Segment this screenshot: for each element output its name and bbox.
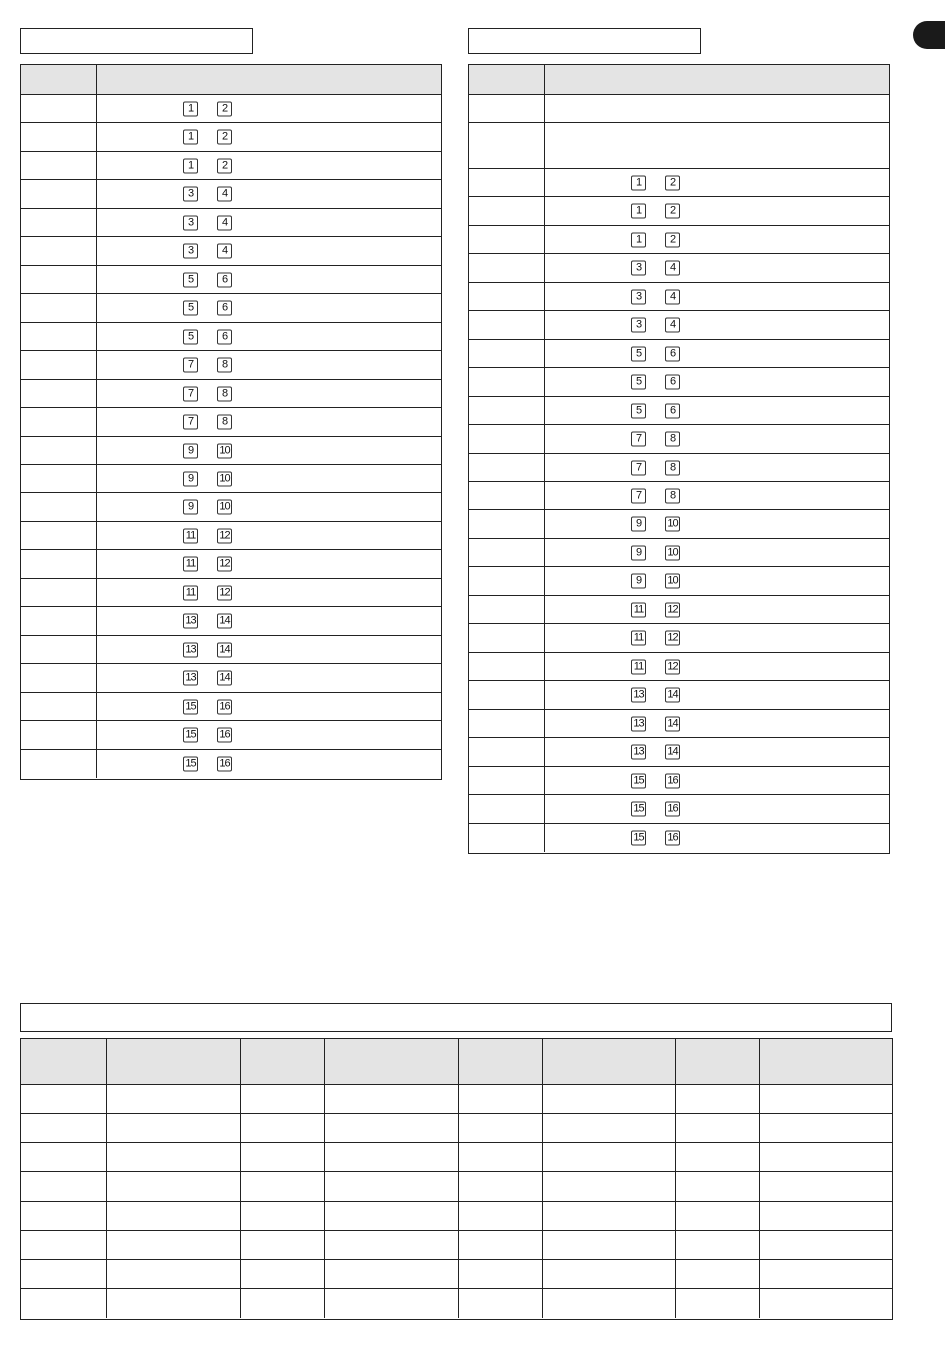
bottom-grid-table: [20, 1038, 893, 1320]
left-table-header: [21, 65, 441, 95]
key-number-a: 15: [631, 831, 646, 846]
key-number-b: 16: [665, 773, 680, 788]
table-row: [21, 664, 441, 693]
key-number-b: 2: [217, 158, 232, 173]
key-number-a: 5: [631, 403, 646, 418]
key-number-b: 4: [217, 244, 232, 259]
table-row: [21, 1202, 892, 1231]
key-number-b: 14: [217, 642, 232, 657]
key-number-a: 7: [183, 415, 198, 430]
key-number-b: 6: [665, 375, 680, 390]
key-number-b: 4: [665, 261, 680, 276]
key-number-b: 8: [665, 460, 680, 475]
key-number-a: 3: [631, 261, 646, 276]
key-number-a: 3: [631, 289, 646, 304]
table-row: [469, 454, 889, 482]
table-row: [21, 123, 441, 152]
key-number-b: 4: [665, 318, 680, 333]
key-number-a: 9: [183, 443, 198, 458]
table-row: [21, 1260, 892, 1289]
key-number-b: 16: [665, 831, 680, 846]
key-number-b: 6: [217, 329, 232, 344]
table-row: [469, 824, 889, 852]
key-number-b: 4: [665, 289, 680, 304]
table-row: [21, 437, 441, 465]
key-number-a: 11: [183, 528, 198, 543]
key-number-a: 5: [183, 272, 198, 287]
table-row: [21, 408, 441, 437]
table-row: [21, 1114, 892, 1143]
key-number-b: 8: [665, 488, 680, 503]
table-row: [21, 693, 441, 721]
key-number-b: 12: [665, 602, 680, 617]
table-row: [469, 368, 889, 397]
key-number-b: 2: [665, 175, 680, 190]
table-row: [469, 95, 889, 123]
table-row: [469, 340, 889, 368]
key-number-b: 14: [665, 716, 680, 731]
key-number-a: 9: [631, 545, 646, 560]
table-row: [21, 750, 441, 778]
key-number-b: 12: [217, 585, 232, 600]
key-number-a: 13: [183, 671, 198, 686]
key-number-b: 12: [665, 659, 680, 674]
key-number-b: 14: [665, 688, 680, 703]
bottom-table-header: [21, 1039, 892, 1085]
key-number-a: 1: [631, 204, 646, 219]
key-number-b: 8: [665, 432, 680, 447]
key-number-a: 5: [183, 301, 198, 316]
table-row: [469, 738, 889, 767]
table-row: [21, 1289, 892, 1318]
table-row: [469, 567, 889, 596]
table-row: [21, 294, 441, 323]
key-number-b: 14: [217, 614, 232, 629]
table-row: [21, 95, 441, 123]
key-number-b: 10: [665, 574, 680, 589]
right-table-header: [469, 65, 889, 95]
key-number-a: 7: [183, 358, 198, 373]
table-row: [469, 226, 889, 254]
table-row: [469, 425, 889, 454]
table-row: [21, 1143, 892, 1172]
key-number-b: 10: [217, 471, 232, 486]
key-number-a: 1: [183, 158, 198, 173]
table-row: [21, 380, 441, 408]
key-number-a: 9: [631, 574, 646, 589]
table-row: [469, 767, 889, 795]
key-number-a: 13: [183, 642, 198, 657]
table-row: [469, 254, 889, 283]
key-number-b: 4: [217, 215, 232, 230]
key-number-a: 11: [183, 585, 198, 600]
table-row: [21, 152, 441, 180]
key-number-b: 2: [217, 101, 232, 116]
right-key-table: [468, 64, 890, 854]
key-number-a: 15: [183, 757, 198, 772]
table-row: [21, 636, 441, 664]
key-number-a: 5: [631, 375, 646, 390]
key-number-a: 3: [183, 215, 198, 230]
left-title-box: [20, 28, 253, 54]
language-tab-marker: [913, 21, 945, 49]
key-number-b: 8: [217, 415, 232, 430]
key-number-a: 13: [183, 614, 198, 629]
key-number-b: 10: [665, 545, 680, 560]
table-row: [21, 351, 441, 380]
table-row: [21, 579, 441, 607]
key-number-a: 13: [631, 688, 646, 703]
right-title-box: [468, 28, 701, 54]
key-number-a: 11: [631, 602, 646, 617]
key-number-b: 2: [217, 130, 232, 145]
key-number-a: 9: [631, 517, 646, 532]
key-number-a: 1: [631, 175, 646, 190]
key-number-a: 13: [631, 745, 646, 760]
table-row: [469, 169, 889, 197]
key-number-a: 9: [183, 471, 198, 486]
table-row: [469, 283, 889, 311]
table-row: [469, 539, 889, 567]
key-number-b: 16: [665, 802, 680, 817]
key-number-a: 11: [183, 557, 198, 572]
table-row: [21, 323, 441, 351]
key-number-b: 10: [217, 443, 232, 458]
key-number-a: 5: [631, 346, 646, 361]
key-number-a: 15: [631, 773, 646, 788]
table-row: [469, 596, 889, 624]
bottom-title-box: [20, 1003, 892, 1032]
table-row: [469, 653, 889, 681]
key-number-a: 3: [183, 244, 198, 259]
key-number-b: 16: [217, 728, 232, 743]
table-row: [21, 522, 441, 550]
key-number-b: 14: [217, 671, 232, 686]
key-number-a: 3: [631, 318, 646, 333]
table-row: [21, 550, 441, 579]
key-number-b: 10: [665, 517, 680, 532]
key-number-a: 15: [183, 728, 198, 743]
table-row: [469, 397, 889, 425]
table-row: [469, 510, 889, 539]
key-number-b: 6: [217, 301, 232, 316]
table-row: [469, 311, 889, 340]
left-key-table: [20, 64, 442, 780]
key-number-b: 8: [217, 358, 232, 373]
key-number-a: 1: [631, 232, 646, 247]
key-number-b: 12: [217, 528, 232, 543]
key-number-a: 11: [631, 659, 646, 674]
key-number-a: 1: [183, 130, 198, 145]
table-row: [21, 1231, 892, 1260]
key-number-b: 14: [665, 745, 680, 760]
key-number-b: 6: [665, 346, 680, 361]
key-number-a: 9: [183, 500, 198, 515]
key-number-b: 10: [217, 500, 232, 515]
table-row: [21, 607, 441, 636]
key-number-b: 4: [217, 187, 232, 202]
table-row: [469, 710, 889, 738]
table-row: [469, 123, 889, 169]
key-number-a: 13: [631, 716, 646, 731]
key-number-a: 7: [183, 386, 198, 401]
table-row: [469, 197, 889, 226]
table-row: [21, 180, 441, 209]
key-number-b: 6: [217, 272, 232, 287]
key-number-b: 12: [665, 631, 680, 646]
key-number-b: 16: [217, 699, 232, 714]
table-row: [21, 1085, 892, 1114]
key-number-a: 15: [183, 699, 198, 714]
table-row: [21, 237, 441, 266]
key-number-b: 2: [665, 232, 680, 247]
key-number-a: 7: [631, 432, 646, 447]
table-row: [21, 721, 441, 750]
table-row: [21, 1172, 892, 1202]
key-number-b: 2: [665, 204, 680, 219]
table-row: [21, 209, 441, 237]
table-row: [21, 465, 441, 493]
key-number-a: 11: [631, 631, 646, 646]
key-number-a: 7: [631, 488, 646, 503]
key-number-b: 12: [217, 557, 232, 572]
table-row: [21, 493, 441, 522]
table-row: [469, 795, 889, 824]
key-number-b: 8: [217, 386, 232, 401]
table-row: [469, 681, 889, 710]
key-number-a: 7: [631, 460, 646, 475]
table-row: [469, 624, 889, 653]
key-number-a: 15: [631, 802, 646, 817]
key-number-b: 16: [217, 757, 232, 772]
table-row: [21, 266, 441, 294]
table-row: [469, 482, 889, 510]
key-number-b: 6: [665, 403, 680, 418]
key-number-a: 3: [183, 187, 198, 202]
key-number-a: 1: [183, 101, 198, 116]
key-number-a: 5: [183, 329, 198, 344]
